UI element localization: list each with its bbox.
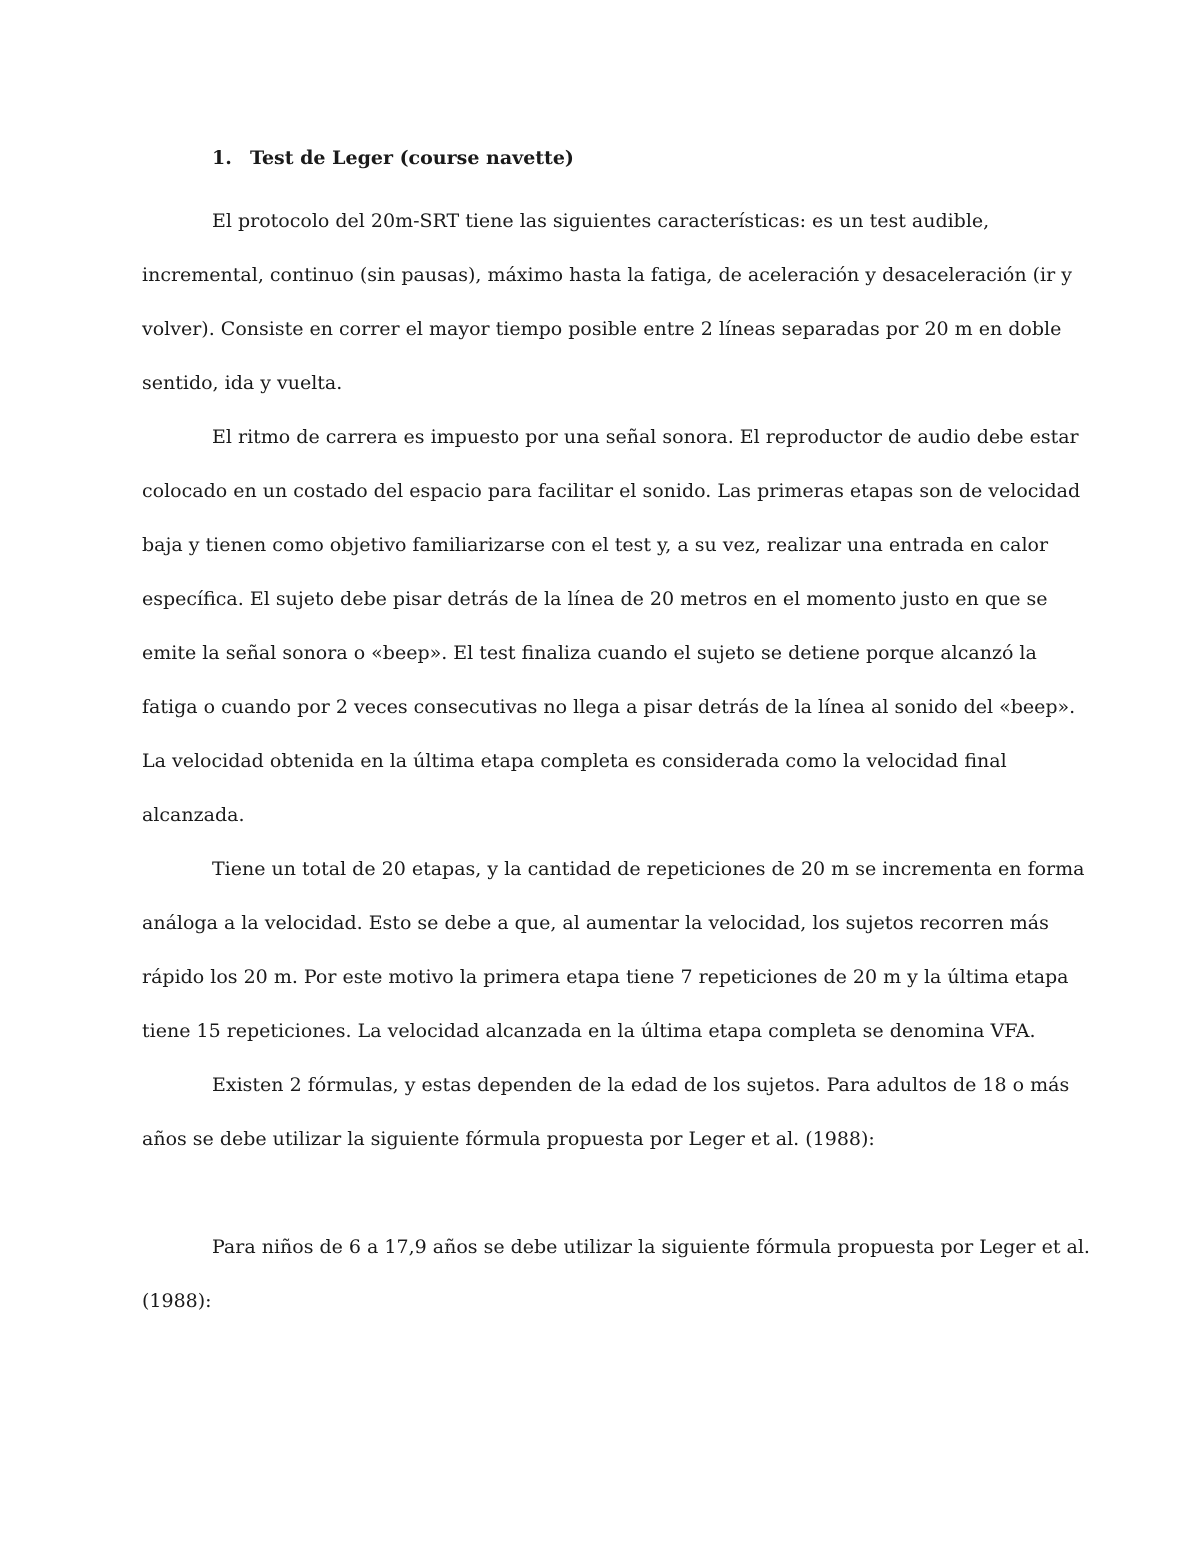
paragraph-line: rápido los 20 m. Por este motivo la primera etapa tiene 7 repeticiones de 20 m y la última etapa [142,966,1069,988]
document-body [142,140,1090,1328]
paragraph-line: El ritmo de carrera es impuesto por una señal sonora. El reproductor de audio debe estar [212,426,1079,448]
paragraph-protocol [142,194,1072,410]
heading-title: Test de Leger (course navette) [250,147,574,169]
heading-number: 1. [212,147,232,169]
paragraph-line: La velocidad obtenida en la última etapa completa es considerada como la velocidad final [142,750,1007,772]
paragraph-children [142,1220,1090,1328]
paragraph-line: fatiga o cuando por 2 veces consecutivas no llega a pisar detrás de la línea al sonido del «beep». [142,696,1076,718]
paragraph-line: baja y tienen como objetivo familiarizarse con el test y, a su vez, realizar una entrada en calor [142,534,1049,556]
paragraph-line: años se debe utilizar la siguiente fórmula propuesta por Leger et al. (1988): [142,1128,875,1150]
paragraph-line: Existen 2 fórmulas, y estas dependen de la edad de los sujetos. Para adultos de 18 o más [212,1074,1070,1096]
paragraph-line: tiene 15 repeticiones. La velocidad alcanzada en la última etapa completa se denomina VFA. [142,1020,1036,1042]
paragraph-line: volver). Consiste en correr el mayor tiempo posible entre 2 líneas separadas por 20 m en doble [142,318,1062,340]
paragraph-rhythm [142,410,1081,842]
paragraph-line: específica. El sujeto debe pisar detrás de la línea de 20 metros en el momento justo en que se [142,588,1048,610]
paragraph-line: colocado en un costado del espacio para facilitar el sonido. Las primeras etapas son de velocidad [142,480,1081,502]
paragraph-line: incremental, continuo (sin pausas), máximo hasta la fatiga, de aceleración y desaceleración (ir y [142,264,1072,286]
paragraph-line: El protocolo del 20m-SRT tiene las siguientes características: es un test audible, [212,210,990,232]
section-heading [142,140,1060,176]
paragraph-formulas [142,1058,1070,1166]
formula-gap [142,1166,1060,1220]
paragraph-line: Para niños de 6 a 17,9 años se debe utilizar la siguiente fórmula propuesta por Leger et al. [212,1236,1090,1258]
paragraph-line: sentido, ida y vuelta. [142,372,343,394]
paragraph-line: análoga a la velocidad. Esto se debe a que, al aumentar la velocidad, los sujetos recorren más [142,912,1049,934]
paragraph-line: (1988): [142,1290,212,1312]
paragraph-line: emite la señal sonora o «beep». El test finaliza cuando el sujeto se detiene porque alcanzó la [142,642,1037,664]
paragraph-line: Tiene un total de 20 etapas, y la cantidad de repeticiones de 20 m se incrementa en forma [212,858,1085,880]
paragraph-stages [142,842,1085,1058]
paragraph-line: alcanzada. [142,804,245,826]
